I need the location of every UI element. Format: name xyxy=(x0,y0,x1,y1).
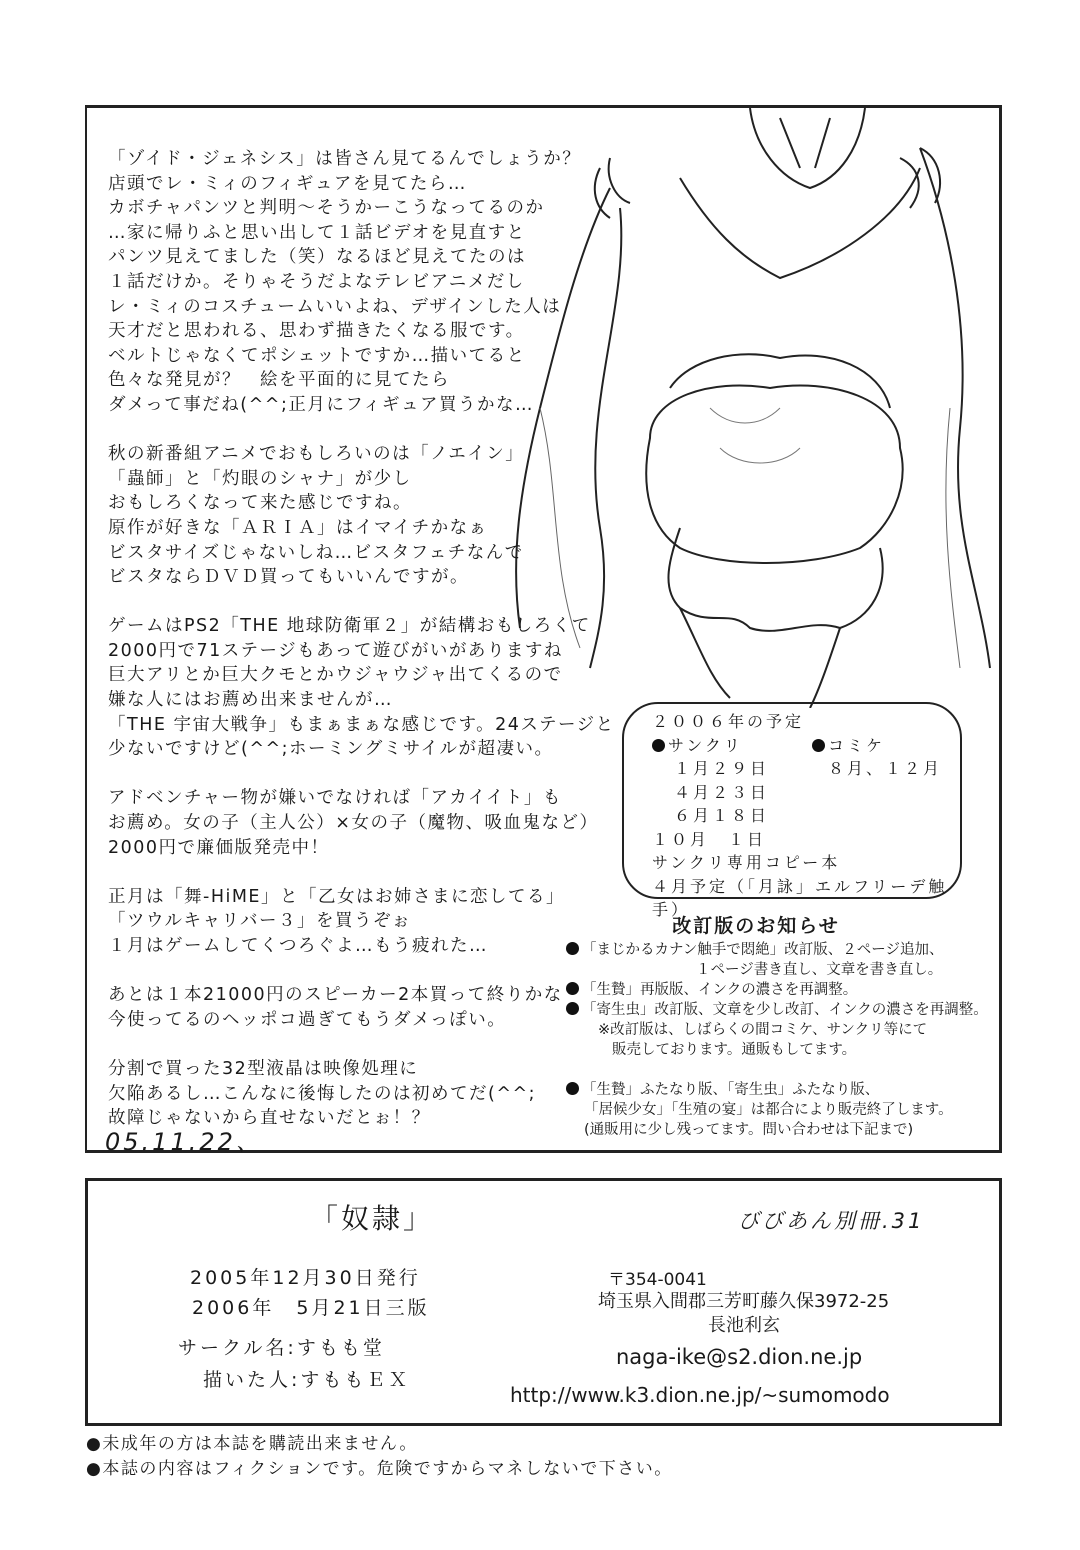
bullet-icon xyxy=(812,739,825,752)
essay-paragraph xyxy=(108,147,582,418)
essay-line: お薦め。女の子（主人公）×女の子（魔物、吸血鬼など） xyxy=(108,813,599,834)
essay-line: 秋の新番組アニメでおもしろいのは「ノエイン」 xyxy=(108,444,525,465)
bullet-icon xyxy=(566,982,579,995)
notice-item-cont: 「居候少女」「生殖の宴」は都合により販売終了します。 xyxy=(584,1102,953,1118)
essay-line: レ・ミィのコスチュームいいよね、デザインした人は xyxy=(108,296,562,317)
essay-line: カボチャパンツと判明～そうかーこうなってるのか xyxy=(108,198,545,219)
circle-name: サークル名:すもも堂 xyxy=(178,1337,385,1359)
notice-item-cont: (通販用に少し残ってます。問い合わせは下記まで) xyxy=(584,1122,914,1138)
essay-line: 天才だと思われる、思わず描きたくなる服です。 xyxy=(108,321,525,342)
written-date: 05.11.22、 xyxy=(105,1128,263,1156)
essay-line: ゲームはPS2「THE 地球防衛軍２」が結構おもしろくて xyxy=(108,616,591,637)
essay-line: ビスタならＤＶＤ買ってもいいんですが。 xyxy=(108,567,469,588)
comiket-months: ８月、１２月 xyxy=(828,759,943,778)
notice-remark: ※改訂版は、しばらくの間コミケ、サンクリ等にて xyxy=(598,1022,928,1038)
essay-line: 2000円で廉価版発売中！ xyxy=(108,837,330,858)
footer-warnings xyxy=(86,1432,673,1482)
essay-line: １月はゲームしてくつろぐよ…もう疲れた… xyxy=(108,936,488,956)
notice-item: 「まじかるカナン触手で悶絶」改訂版、２ページ追加、 xyxy=(582,942,944,958)
notice-title: 改訂版のお知らせ xyxy=(672,915,840,937)
notice-item: 「生贄」再版版、インクの濃さを再調整。 xyxy=(582,982,858,998)
essay-line: アドベンチャー物が嫌いでなければ「アカイイト」も xyxy=(108,788,562,809)
artist-name: 描いた人:すももＥＸ xyxy=(203,1369,411,1391)
notice-remark: 販売しております。通販もしてます。 xyxy=(612,1042,857,1058)
essay-line: 巨大アリとか巨大クモとかウジャウジャ出てくるので xyxy=(108,665,563,686)
essay-paragraph xyxy=(108,614,615,762)
essay-line: 「ツウルキャリバー３」を買うぞぉ xyxy=(108,911,411,932)
address: 埼玉県入間郡三芳町藤久保3972-25 xyxy=(598,1291,890,1312)
fiction-warning: ●本誌の内容はフィクションです。危険ですからマネしないで下さい。 xyxy=(86,1459,673,1479)
essay-line: 2000円で71ステージもあって遊びがいがありますね xyxy=(108,640,563,661)
schedule-extra: ４月予定（「月詠」エルフリーデ触手） xyxy=(652,876,948,919)
essay-line: 少ないですけど(^^;ホーミングミサイルが超凄い。 xyxy=(108,739,554,760)
essay-line: 今使ってるのヘッポコ過ぎてもうダメっぽい。 xyxy=(108,1009,507,1030)
essay-paragraph xyxy=(108,786,599,860)
essay-paragraph xyxy=(108,442,568,590)
essay-line: おもしろくなって来た感じですね。 xyxy=(108,493,412,514)
bullet-icon xyxy=(566,1002,579,1015)
colophon-box xyxy=(85,1178,1002,1426)
essay-line: 分割で買った32型液晶は映像処理に xyxy=(108,1058,419,1079)
essay-line: 嫌な人にはお薦め出来ませんが… xyxy=(108,690,393,711)
essay-line: 欠陥あるし…こんなに後悔したのは初めてだ(^^; xyxy=(108,1083,537,1104)
bullet-icon xyxy=(566,942,579,955)
postal-code: 〒354-0041 xyxy=(608,1270,707,1290)
afterword-text xyxy=(108,147,615,1155)
schedule-date: ４月２３日 xyxy=(674,782,770,802)
event-suncre: サンクリ xyxy=(668,735,743,755)
essay-paragraph xyxy=(108,1057,568,1131)
essay-paragraph xyxy=(108,885,568,959)
notice-item: 「寄生虫」改訂版、文章を少し改訂、インクの濃さを再調整。 xyxy=(582,1002,988,1018)
essay-line: 「ゾイド・ジェネシス」は皆さん見てるんでしょうか？ xyxy=(108,149,582,169)
essay-line: 「THE 宇宙大戦争」もまぁまぁな感じです。24ステージと xyxy=(108,714,615,735)
bullet-icon xyxy=(566,1082,579,1095)
schedule-date: ６月１８日 xyxy=(674,806,770,825)
notice-item: 「生贄」ふたなり版、「寄生虫」ふたなり版、 xyxy=(582,1082,880,1098)
schedule-title: ２００６年の予定 xyxy=(652,712,805,731)
book-title: 「奴隷」 xyxy=(310,1202,435,1235)
essay-line: 正月は「舞-HiME」と「乙女はお姉さまに恋してる」 xyxy=(108,886,565,907)
essay-line: 色々な発見が？ 絵を平面的に見てたら xyxy=(108,370,450,391)
essay-line: 店頭でレ・ミィのフィギュアを見てたら… xyxy=(108,173,467,194)
issue-date: 2005年12月30日発行 xyxy=(190,1267,421,1289)
essay-line: ベルトじゃなくてポシェットですか…描いてると xyxy=(108,345,526,366)
event-comiket: コミケ xyxy=(828,735,886,755)
essay-line: 故障じゃないから直せないだとぉ！？ xyxy=(108,1108,431,1129)
essay-line: ビスタサイズじゃないしね…ビスタフェチなんで xyxy=(108,542,524,563)
essay-line: あとは１本21000円のスピーカー2本買って終りかな xyxy=(108,985,563,1006)
reprint-date: 2006年 5月21日三版 xyxy=(192,1297,430,1319)
schedule-box xyxy=(622,702,962,919)
email-link[interactable]: naga-ike@s2.dion.ne.jp xyxy=(616,1345,863,1369)
contact-name: 長池利玄 xyxy=(708,1315,780,1336)
essay-line: １話だけか。そりゃそうだよなテレビアニメだし xyxy=(108,271,525,292)
essay-line: 「蟲師」と「灼眼のシャナ」が少し xyxy=(108,468,412,489)
age-warning: ●未成年の方は本誌を購読出来ません。 xyxy=(86,1434,418,1454)
schedule-date: １月２９日 xyxy=(674,759,770,778)
essay-paragraph xyxy=(108,983,568,1032)
series-label: びびあん別冊.31 xyxy=(738,1209,925,1233)
essay-line: 原作が好きな「ＡＲＩＡ」はイマイチかなぁ xyxy=(108,517,488,538)
schedule-date: １０月 １日 xyxy=(652,829,767,849)
website-link[interactable]: http://www.k3.dion.ne.jp/~sumomodo xyxy=(510,1383,890,1407)
bullet-icon xyxy=(652,739,665,752)
revision-notice xyxy=(566,916,1006,1140)
schedule-extra: サンクリ専用コピー本 xyxy=(652,853,841,872)
essay-line: パンツ見えてました（笑）なるほど見えてたのは xyxy=(108,247,526,268)
notice-item-cont: １ページ書き直し、文章を書き直し。 xyxy=(696,962,943,978)
essay-line: ダメって事だね(^^;正月にフィギュア買うかな… xyxy=(108,394,534,415)
essay-line: …家に帰りふと思い出して１話ビデオを見直すと xyxy=(108,222,526,243)
